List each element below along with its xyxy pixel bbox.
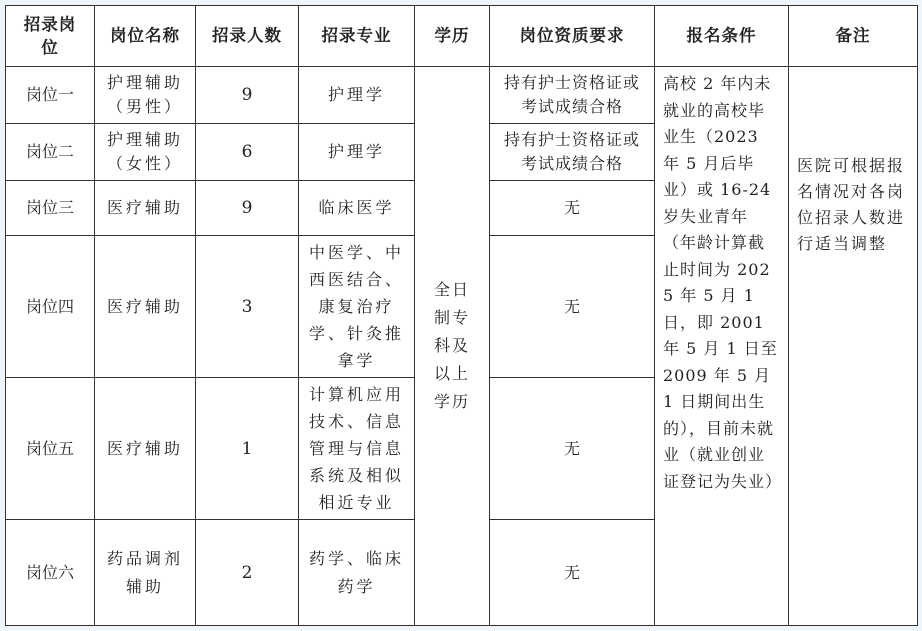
major-cell: 护理学 — [299, 67, 415, 124]
post-cell: 岗位一 — [6, 67, 95, 124]
header-major: 招录专业 — [299, 6, 415, 67]
header-education: 学历 — [415, 6, 490, 67]
recruitment-table — [5, 5, 918, 626]
count-cell: 9 — [196, 67, 299, 124]
qualification-cell: 持有护士资格证或考试成绩合格 — [490, 67, 655, 124]
post-cell: 岗位二 — [6, 124, 95, 181]
name-cell: 医疗辅助 — [95, 236, 196, 378]
count-cell: 9 — [196, 181, 299, 236]
name-cell: 护理辅助（男性） — [95, 67, 196, 124]
count-cell: 6 — [196, 124, 299, 181]
header-conditions: 报名条件 — [655, 6, 789, 67]
post-cell: 岗位四 — [6, 236, 95, 378]
header-notes: 备注 — [789, 6, 918, 67]
qualification-cell: 无 — [490, 520, 655, 626]
name-cell: 医疗辅助 — [95, 378, 196, 520]
count-cell: 2 — [196, 520, 299, 626]
recruitment-table-frame — [5, 5, 917, 625]
education-cell: 全日制专科及以上学历 — [415, 67, 490, 626]
header-count: 招录人数 — [196, 6, 299, 67]
name-cell: 药品调剂辅助 — [95, 520, 196, 626]
major-cell: 护理学 — [299, 124, 415, 181]
post-cell: 岗位三 — [6, 181, 95, 236]
qualification-cell: 无 — [490, 378, 655, 520]
header-qualification: 岗位资质要求 — [490, 6, 655, 67]
count-cell: 3 — [196, 236, 299, 378]
header-name: 岗位名称 — [95, 6, 196, 67]
major-cell: 临床医学 — [299, 181, 415, 236]
qualification-cell: 持有护士资格证或考试成绩合格 — [490, 124, 655, 181]
notes-cell: 医院可根据报名情况对各岗位招录人数进行适当调整 — [789, 67, 918, 626]
major-cell: 药学、临床药学 — [299, 520, 415, 626]
conditions-cell: 高校 2 年内未就业的高校毕业生（2023 年 5 月后毕业）或 16-24 岁失业青年（年龄计算截止时间为 2025 年 5 月 1 日，即 2001 年 5 月 1 日至 2009 年 5 月 1 日期间出生的），目前未就业（就业创业证登记为失业） — [655, 67, 789, 626]
major-cell: 中医学、中西医结合、康复治疗学、针灸推拿学 — [299, 236, 415, 378]
major-cell: 计算机应用技术、信息管理与信息系统及相似相近专业 — [299, 378, 415, 520]
post-cell: 岗位六 — [6, 520, 95, 626]
post-cell: 岗位五 — [6, 378, 95, 520]
qualification-cell: 无 — [490, 236, 655, 378]
qualification-cell: 无 — [490, 181, 655, 236]
count-cell: 1 — [196, 378, 299, 520]
table-row — [6, 67, 918, 124]
header-post: 招录岗位 — [6, 6, 95, 67]
name-cell: 护理辅助（女性） — [95, 124, 196, 181]
header-row — [6, 6, 918, 67]
name-cell: 医疗辅助 — [95, 181, 196, 236]
